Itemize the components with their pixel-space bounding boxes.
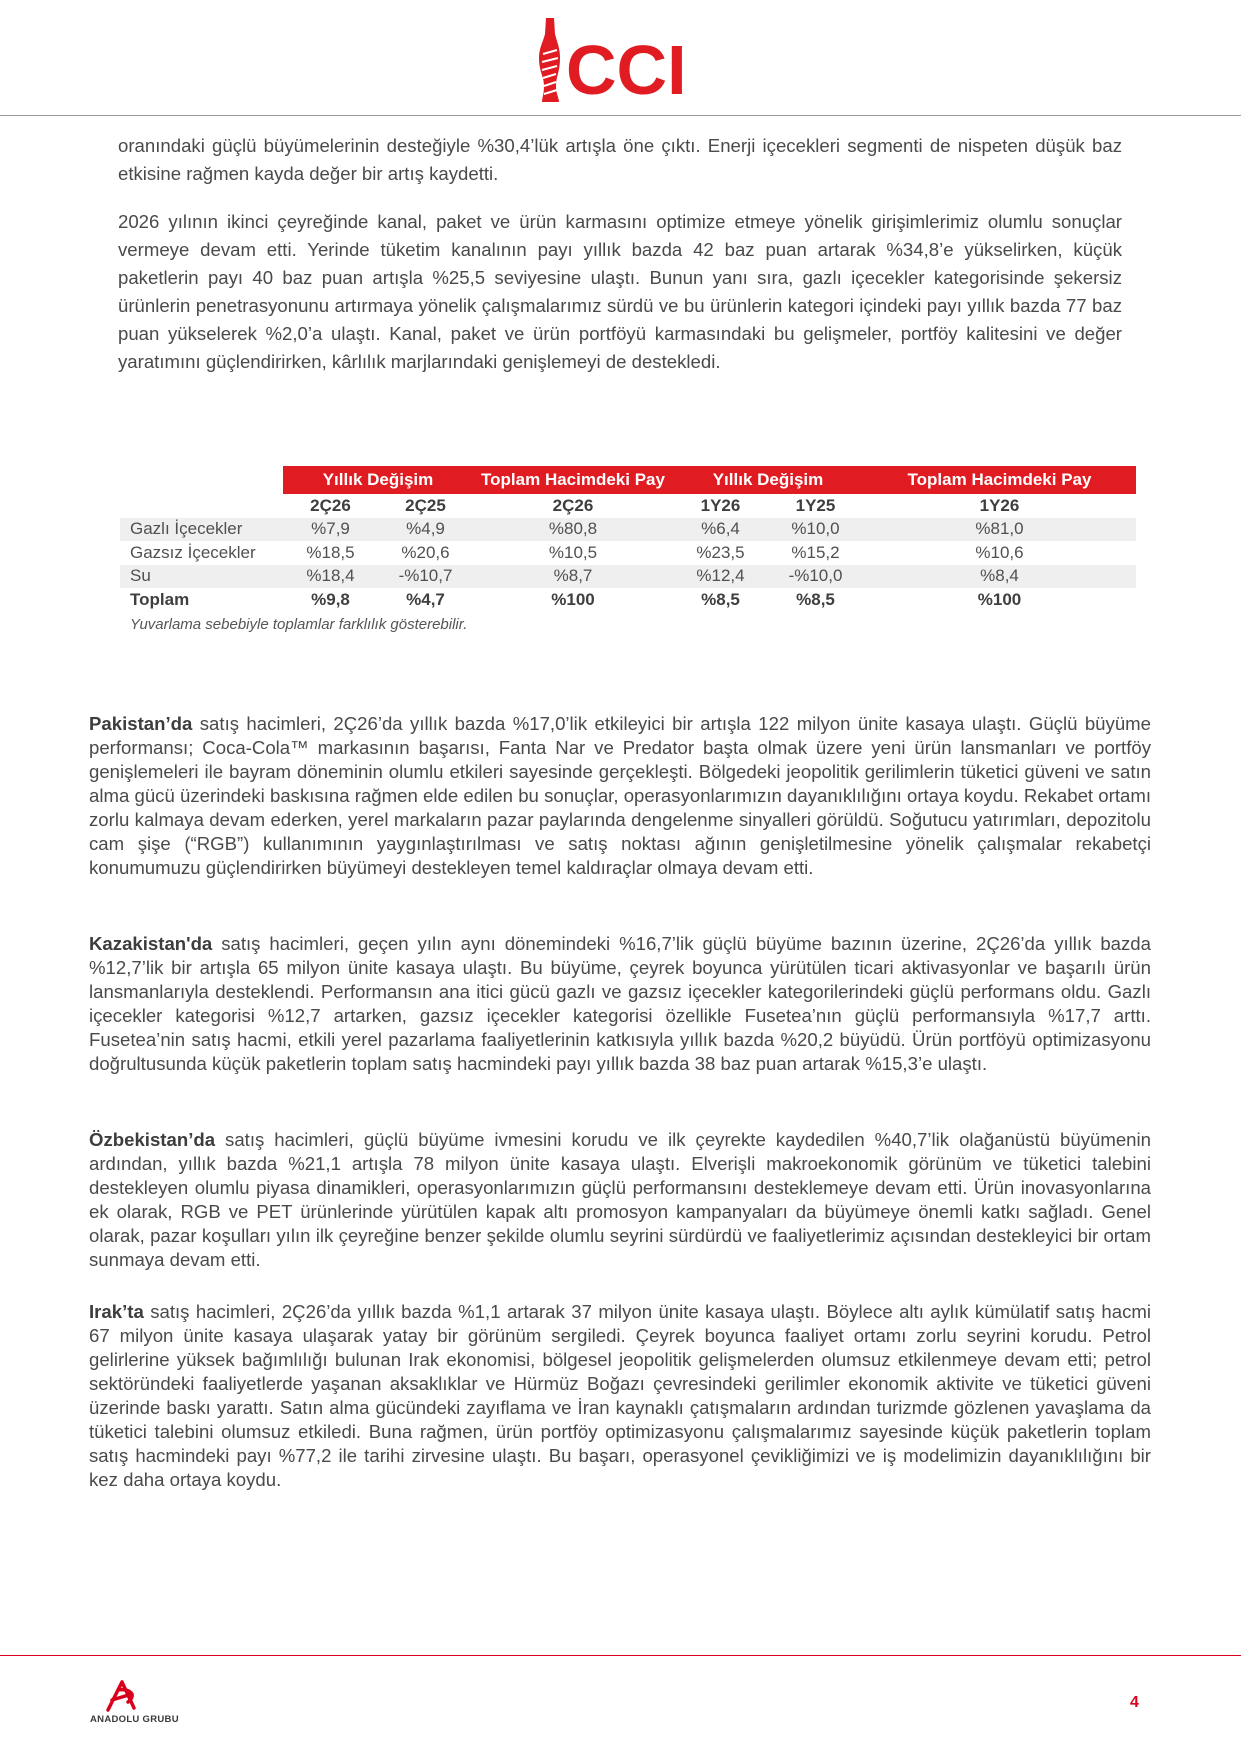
table-row (120, 518, 1136, 542)
subheader-cell: 2Ç25 (405, 495, 446, 515)
row-label: Gazlı İçecekler (120, 518, 283, 542)
section-iraq (89, 1300, 1151, 1492)
table-row (120, 541, 1136, 565)
subheader-cell: 1Y25 (795, 495, 836, 515)
anadolu-logo-icon (88, 1680, 148, 1714)
table-header-row (120, 466, 1136, 494)
section-country: Irak’ta (89, 1301, 144, 1322)
table-cell: %18,5 (306, 542, 355, 562)
row-label: Su (120, 565, 283, 589)
section-country: Kazakistan'da (89, 933, 213, 954)
section-country: Özbekistan’da (89, 1129, 216, 1150)
table-cell: %81,0 (863, 518, 1136, 542)
table-cell: %9,8 (311, 589, 350, 609)
header-yearly-change-h: Yıllık Değişim (673, 466, 863, 494)
table-subheader-row (120, 494, 1136, 518)
table-cell: %7,9 (283, 518, 378, 542)
table-cell: %4,9 (378, 518, 473, 542)
subheader-cell: 1Y26 (700, 495, 741, 515)
section-text: satış hacimleri, güçlü büyüme ivmesini korudu ve ilk çeyrekte kaydedilen %40,7’lik olağanüstü büyümenin ardından, yıllık bazda %21,1 artışla 78 milyon ünite kasaya ulaştı. Elverişli makroekonomik görünüm ve tüketici talebini destekleyen olumlu piyasa dinamikleri, operasyonlarımızın güçlü performansını desteklemeye devam etti. Ürün inovasyonlarına ek olarak, RGB ve PET ürünlerinde yürütülen kapak altı promosyon kampanyaları da büyümeye önemli katkı sağladı. Genel olarak, pazar koşulları yılın ilk çeyreğine benzer şekilde olumlu seyrini sürdürdü ve faaliyetlerimiz açısından destekleyici bir ortam sunmaya devam etti. (89, 1129, 1151, 1270)
table-cell: %6,4 (673, 518, 768, 542)
row-label: Gazsız İçecekler (130, 542, 256, 562)
table-cell: %23,5 (696, 542, 745, 562)
section-text: satış hacimleri, 2Ç26’da yıllık bazda %17,0’lik etkileyici bir artışla 122 milyon ünite kasaya ulaştı. Güçlü büyüme performansı; Coca-Cola™ markasının başarısı, Fanta Nar ve Predator başta olmak üzere yeni ürün lansmanları ve portföy genişlemeleri ile bayram döneminin olumlu etkileri sayesinde gerçekleşti. Bölgedeki jeopolitik gerilimlerin tüketici güveni ve satın alma gücü üzerindeki baskısına rağmen elde edilen bu sonuçlar, operasyonlarımızın dayanıklılığını ortaya koydu. Rekabet ortamı zorlu kalmaya devam ederken, yerel markaların pazar paylarında dengelenme sinyalleri görüldü. Soğutucu yatırımları, depozitolu cam şişe (“RGB”) kullanımının yaygınlaştırılması ve satış noktası ağının genişletilmesine yönelik çalışmalar rekabetçi konumumuzu güçlendirirken büyümeyi destekleyen temel kaldıraçlar olmaya devam etti. (89, 713, 1151, 878)
table-cell: %100 (551, 589, 595, 609)
table-cell: %8,7 (473, 565, 673, 589)
header-volume-share-h: Toplam Hacimdeki Pay (863, 466, 1136, 494)
table-cell: %12,4 (673, 565, 768, 589)
section-text: satış hacimleri, geçen yılın aynı dönemindeki %16,7’lik güçlü büyüme bazının üzerine, 2Ç26’da yıllık bazda %12,7’lik bir artışla 65 milyon ünite kasaya ulaştı. Bu büyüme, çeyrek boyunca yürütülen ticari aktivasyonlar ve başarılı ürün lansmanlarıyla desteklendi. Performansın ana itici gücü gazlı ve gazsız içecekler kategorilerindeki güçlü performans oldu. Gazlı içecekler kategorisi %12,7 artarken, gazsız içecekler kategorisi özellikle Fusetea’nın güçlü performansıyla %17,7 arttı. Fusetea’nin satış hacmi, etkili yerel pazarlama faaliyetlerinin katkısıyla yıllık bazda %20,2 büyüdü. Ürün portföyü optimizasyonu doğrultusunda küçük paketlerin toplam satış hacmindeki payı yıllık bazda 38 baz puan artarak %15,3’e ulaştı. (89, 933, 1151, 1074)
table-cell: %8,5 (701, 589, 740, 609)
table-cell: %18,4 (283, 565, 378, 589)
intro-paragraph-2: 2026 yılının ikinci çeyreğinde kanal, paket ve ürün karmasını optimize etmeye yönelik girişimlerimiz olumlu sonuçlar vermeye devam etti. Yerinde tüketim kanalının payı yıllık bazda 42 baz puan artarak %34,8’e yükselirken, küçük paketlerin payı 40 baz puan artışla %25,5 seviyesine ulaştı. Bunun yanı sıra, gazlı içecekler kategorisinde şekersiz ürünlerin penetrasyonunu artırmaya yönelik çalışmalarımız sürdü ve bu ürünlerin kategori içindeki payı yıllık bazda 77 baz puan yükselerek %2,0’a ulaştı. Kanal, paket ve ürün portföyü karmasındaki bu gelişmeler, portföy kalitesini ve değer yaratımını güçlendirirken, kârlılık marjlarındaki genişlemeyi de destekledi. (118, 211, 1122, 372)
section-kazakhstan (89, 932, 1151, 1076)
cci-logo (538, 14, 708, 106)
intro-paragraph-1: oranındaki güçlü büyümelerinin desteğiyle %30,4’lük artışla öne çıktı. Enerji içecekleri segmenti de nispeten düşük baz etkisine rağmen kayda değer bir artış kaydetti. (118, 135, 1122, 184)
header-yearly-change-q: Yıllık Değişim (283, 466, 473, 494)
header-volume-share-q: Toplam Hacimdeki Pay (473, 466, 673, 494)
table-row (120, 565, 1136, 589)
table-cell: %100 (977, 589, 1022, 609)
header-divider (0, 115, 1241, 116)
table-cell: -%10,7 (378, 565, 473, 589)
cci-logo-icon (538, 14, 708, 106)
page-number: 4 (1130, 1694, 1139, 1711)
table-cell: %10,6 (975, 542, 1024, 562)
section-uzbekistan (89, 1128, 1151, 1272)
table-cell: %4,7 (406, 589, 445, 609)
subheader-cell: 2Ç26 (552, 495, 594, 515)
table-cell: %80,8 (473, 518, 673, 542)
section-country: Pakistan’da (89, 713, 193, 734)
table-cell: %10,0 (768, 518, 863, 542)
subheader-cell: 1Y26 (979, 495, 1020, 515)
svg-text:CCI: CCI (566, 31, 687, 106)
table-cell: %20,6 (401, 542, 450, 562)
anadolu-logo-text: ANADOLU GRUBU (90, 1714, 179, 1725)
table-cell: %15,2 (791, 542, 840, 562)
table-total-row (120, 588, 1136, 612)
table-footnote: Yuvarlama sebebiyle toplamlar farklılık gösterebilir. (130, 616, 468, 633)
volume-table (120, 466, 1136, 612)
footer-divider (0, 1655, 1241, 1656)
row-label: Toplam (130, 589, 190, 609)
section-text: satış hacimleri, 2Ç26’da yıllık bazda %1,1 artarak 37 milyon ünite kasaya ulaştı. Böylece altı aylık kümülatif satış hacmi 67 milyon ünite kasaya ulaşarak yatay bir görünüm sergiledi. Çeyrek boyunca faaliyet ortamı zorlu seyrini korudu. Petrol gelirlerine yüksek bağımlılığı bulunan Irak ekonomisi, bölgesel jeopolitik gelişmelerden olumsuz etkilenmeye devam etti; petrol sektöründeki faaliyetlerde yaşanan aksaklıklar ve Hürmüz Boğazı çevresindeki gerilimler ekonomik aktivite ve tüketici güveni üzerinde baskı yarattı. Satın alma gücündeki zayıflama ve İran kaynaklı çatışmaların ardından turizmde gözlenen yavaşlama da tüketici talebini olumsuz etkiledi. Buna rağmen, ürün portföy optimizasyonu çalışmalarımız sayesinde küçük paketlerin toplam satış hacmindeki payı %77,2 ile tarihi zirvesine ulaştı. Bu başarı, operasyonel çevikliğimizi ve iş modelimizin dayanıklılığını bir kez daha ortaya koydu. (89, 1301, 1151, 1490)
section-pakistan (89, 712, 1151, 880)
table-cell: %8,4 (863, 565, 1136, 589)
table-cell: -%10,0 (768, 565, 863, 589)
subheader-cell: 2Ç26 (310, 495, 351, 515)
table-cell: %10,5 (548, 542, 598, 562)
table-cell: %8,5 (796, 589, 835, 609)
